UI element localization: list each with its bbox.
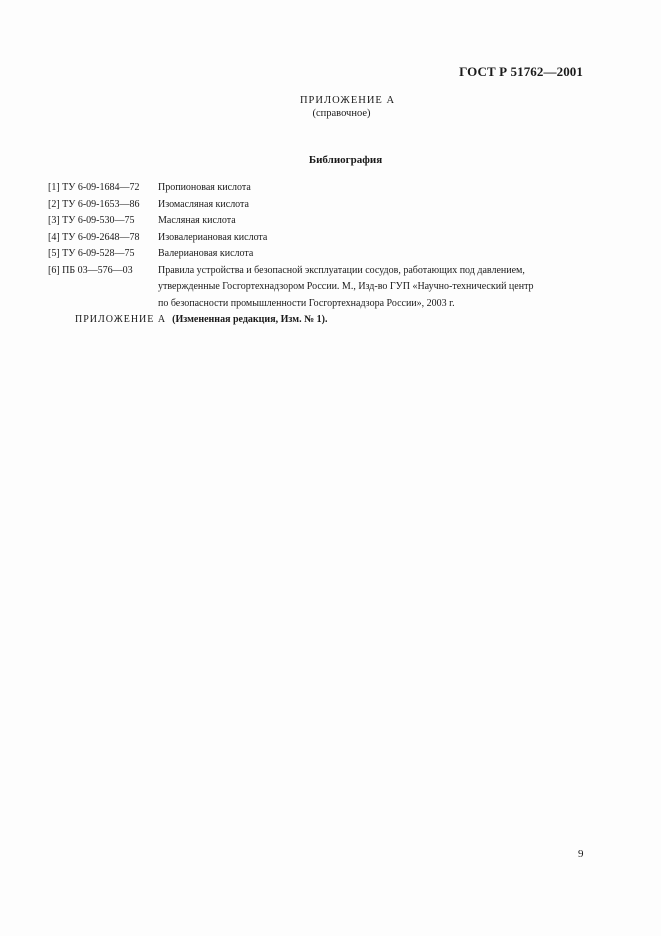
entry-title: [158, 246, 588, 263]
entry-reference: [2] ТУ 6-09-1653—86: [48, 198, 140, 210]
amendment-note-text: (Измененная редакция, Изм. № 1).: [172, 314, 328, 325]
bibliography-entry: [48, 263, 588, 313]
bibliography-entry: [48, 213, 588, 230]
bibliography-list: [48, 180, 588, 312]
bibliography-entry: [48, 180, 588, 197]
entry-title-line: Пропионовая кислота: [158, 182, 251, 193]
entry-title: [158, 213, 588, 230]
entry-title: [158, 197, 588, 214]
entry-reference: [4] ТУ 6-09-2648—78: [48, 231, 140, 243]
entry-title-line: Изомасляная кислота: [158, 198, 249, 210]
entry-title-line: Правила устройства и безопасной эксплуатации сосудов, работающих под давлением,: [158, 264, 525, 276]
entry-title-line: Изовалериановая кислота: [158, 231, 268, 243]
entry-reference: [1] ТУ 6-09-1684—72: [48, 182, 140, 193]
entry-title-line: по безопасности промышленности Госгортехнадзора России», 2003 г.: [158, 297, 455, 309]
entry-reference: [3] ТУ 6-09-530—75: [48, 215, 135, 226]
entry-title: [158, 230, 588, 247]
entry-title: [158, 180, 588, 197]
bibliography-entry: [48, 230, 588, 247]
bibliography-entry: [48, 197, 588, 214]
entry-title-line: Масляная кислота: [158, 215, 236, 226]
entry-reference: [6] ПБ 03—576—03: [48, 264, 133, 276]
bibliography-title: Библиография: [308, 154, 383, 166]
entry-title: [158, 263, 588, 313]
appendix-subtitle: (справочное): [312, 108, 371, 119]
appendix-heading: [0, 94, 661, 120]
amendment-note: [75, 314, 327, 325]
amendment-note-label: ПРИЛОЖЕНИЕ А: [75, 314, 167, 325]
entry-reference: [5] ТУ 6-09-528—75: [48, 248, 135, 259]
document-code: ГОСТ Р 51762—2001: [459, 64, 583, 79]
bibliography-entry: [48, 246, 588, 263]
page-number: 9: [578, 848, 584, 860]
entry-title-line: утвержденные Госгортехнадзором России. М., Изд-во ГУП «Научно-технический центр: [158, 281, 534, 292]
entry-title-line: Валериановая кислота: [158, 248, 254, 259]
appendix-title: ПРИЛОЖЕНИЕ А: [299, 95, 396, 106]
